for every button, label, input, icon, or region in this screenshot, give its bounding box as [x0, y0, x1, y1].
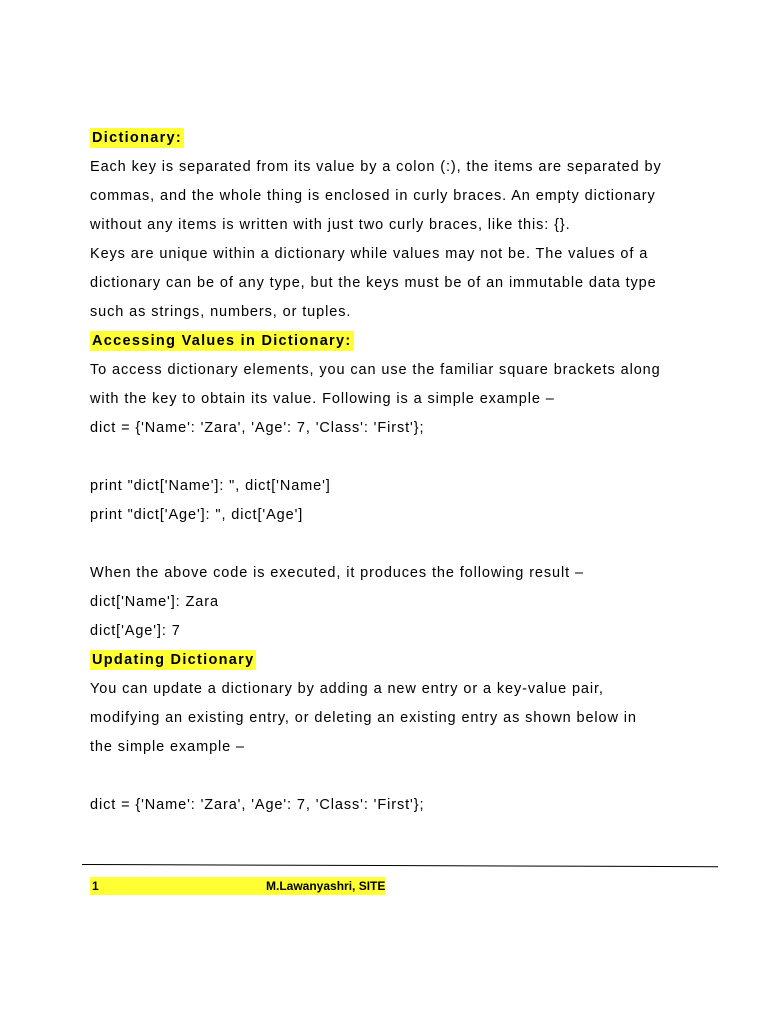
section-heading-row: [90, 327, 690, 356]
text-line: Each key is separated from its value by a colon (:), the items are separated by: [90, 159, 662, 175]
document-body: [90, 124, 690, 820]
text-line: such as strings, numbers, or tuples.: [90, 304, 352, 320]
text-line: dict = {'Name': 'Zara', 'Age': 7, 'Class': 'First'};: [90, 420, 425, 436]
section-heading: Accessing Values in Dictionary:: [92, 333, 352, 349]
text-line: dict = {'Name': 'Zara', 'Age': 7, 'Class': 'First'};: [90, 797, 425, 813]
blank-line: [90, 530, 690, 559]
text-line: commas, and the whole thing is enclosed in curly braces. An empty dictionary: [90, 188, 656, 204]
section-heading: Updating Dictionary: [92, 652, 255, 668]
text-line: dict['Age']: 7: [90, 623, 181, 639]
text-line: modifying an existing entry, or deleting an existing entry as shown below in: [90, 710, 637, 726]
text-line: dictionary can be of any type, but the keys must be of an immutable data type: [90, 275, 657, 291]
text-line: print "dict['Age']: ", dict['Age']: [90, 507, 304, 523]
blank-line: [90, 762, 690, 791]
section-heading-row: [90, 646, 690, 675]
text-line: You can update a dictionary by adding a new entry or a key-value pair,: [90, 681, 604, 697]
text-line: the simple example –: [90, 739, 246, 755]
text-line: with the key to obtain its value. Following is a simple example –: [90, 391, 555, 407]
footer: [90, 877, 385, 895]
blank-line: [90, 443, 690, 472]
section-heading: Dictionary:: [92, 130, 183, 146]
text-line: When the above code is executed, it produces the following result –: [90, 565, 584, 581]
text-line: To access dictionary elements, you can use the familiar square brackets along: [90, 362, 661, 378]
footer-divider: [82, 864, 718, 867]
text-line: Keys are unique within a dictionary while values may not be. The values of a: [90, 246, 649, 262]
text-line: dict['Name']: Zara: [90, 594, 219, 610]
text-line: print "dict['Name']: ", dict['Name']: [90, 478, 331, 494]
footer-author: M.Lawanyashri, SITE: [266, 879, 386, 893]
page-number: 1: [92, 879, 99, 893]
text-line: without any items is written with just two curly braces, like this: {}.: [90, 217, 571, 233]
section-heading-row: [90, 124, 690, 153]
